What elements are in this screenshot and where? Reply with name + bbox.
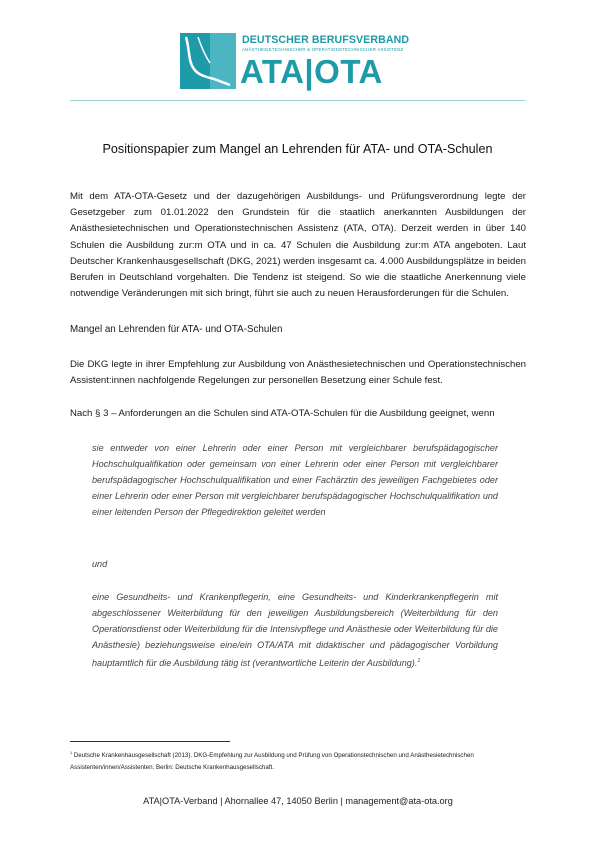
logo-mark-icon [180,33,236,89]
quote-requirement-1: sie entweder von einer Lehrerin oder einer Person mit vergleichbarer berufspädagogischer Hochschulqualifikation oder gemeinsam von einer Lehrerin oder einer Person mit vergleichbarer berufspädagogischer Hochschulqualifikation und einer Fachärztin des jeweiligen Fachgebietes oder einer Lehrerin oder einer Person mit vergleichbarer berufspädagogischer Hochschulqualifikation und einer leitenden Person der Pflegedirektion geleitet werden [92,443,498,518]
logo-brand: ATA|OTA [240,53,383,90]
footnote-number: 1 [70,751,73,755]
quote-requirement-2 [92,589,498,672]
header-divider [70,100,525,101]
logo [180,33,420,93]
footnote-divider [70,741,230,742]
intro-paragraph: Mit dem ATA-OTA-Gesetz und der dazugehörigen Ausbildungs- und Prüfungsverordnung legte der Gesetzgeber zum 01.01.2022 den Grundstein für die staatlich anerkannten Ausbildungen der Anästhesietechnischen und Operationstechnischen Assistenz (ATA, OTA). Derzeit werden in über 140 Schulen die Ausbildung zur:m OTA und in ca. 47 Schulen die Ausbildung zur:m ATA angeboten. Laut Deutscher Krankenhausgesellschaft (DKG, 2021) werden insgesamt ca. 4.000 Ausbildungsplätze in beiden Berufen in Deutschland vorgehalten. Die Tendenz ist steigend. So wie die staatliche Anerkennung viele notwendige Veränderungen mit sich bringt, führt sie auch zu neuen Herausforderungen für die Schulen. [70,191,526,300]
footnote-reference: 1 [417,658,421,665]
section-heading: Mangel an Lehrenden für ATA- und OTA-Schulen [70,324,283,335]
footnote [70,748,526,773]
logo-org-name: DEUTSCHER BERUFSVERBAND [242,34,410,46]
dkg-paragraph: Die DKG legte in ihrer Empfehlung zur Ausbildung von Anästhesietechnischen und Operationstechnischen Assistent:innen nachfolgende Regelungen zur personellen Besetzung einer Schule fest. [70,359,526,387]
page-footer: ATA|OTA-Verband | Ahornallee 47, 14050 Berlin | management@ata-ota.org [143,796,453,806]
quote-connector: und [92,559,108,569]
quote-requirement-2-text: eine Gesundheits- und Krankenpflegerin, eine Gesundheits- und Kinderkrankenpflegerin mit abgeschlossener Weiterbildung für den jeweiligen Ausbildungsbereich (Weiterbildung für den Operationsdienst oder Weiterbildung für die Intensivpflege und Anästhesie oder Weiterbildung für die Anästhesie) beziehungsweise eine/ein OTA/ATA mit didaktischer und pädagogischer Vorbildung hauptamtlich für die Ausbildung tätig ist (verantwortliche Leiterin der Ausbildung). [92,592,498,669]
footnote-text: Deutsche Krankenhausgesellschaft (2013). DKG-Empfehlung zur Ausbildung und Prüfung von Operationstechnischen und Anästhesietechnischen Assistenten/innen/Assistenten. Berlin: Deutsche Krankenhausgesellschaft. [70,752,474,771]
section-paragraph: Nach § 3 – Anforderungen an die Schulen sind ATA-OTA-Schulen für die Ausbildung geeignet, wenn [70,408,495,419]
page-title: Positionspapier zum Mangel an Lehrenden für ATA- und OTA-Schulen [102,142,493,156]
logo-subtitle: ANÄSTHESIETECHNISCHER & OPERATIONSTECHNISCHER ASSISTENZ [242,47,404,52]
